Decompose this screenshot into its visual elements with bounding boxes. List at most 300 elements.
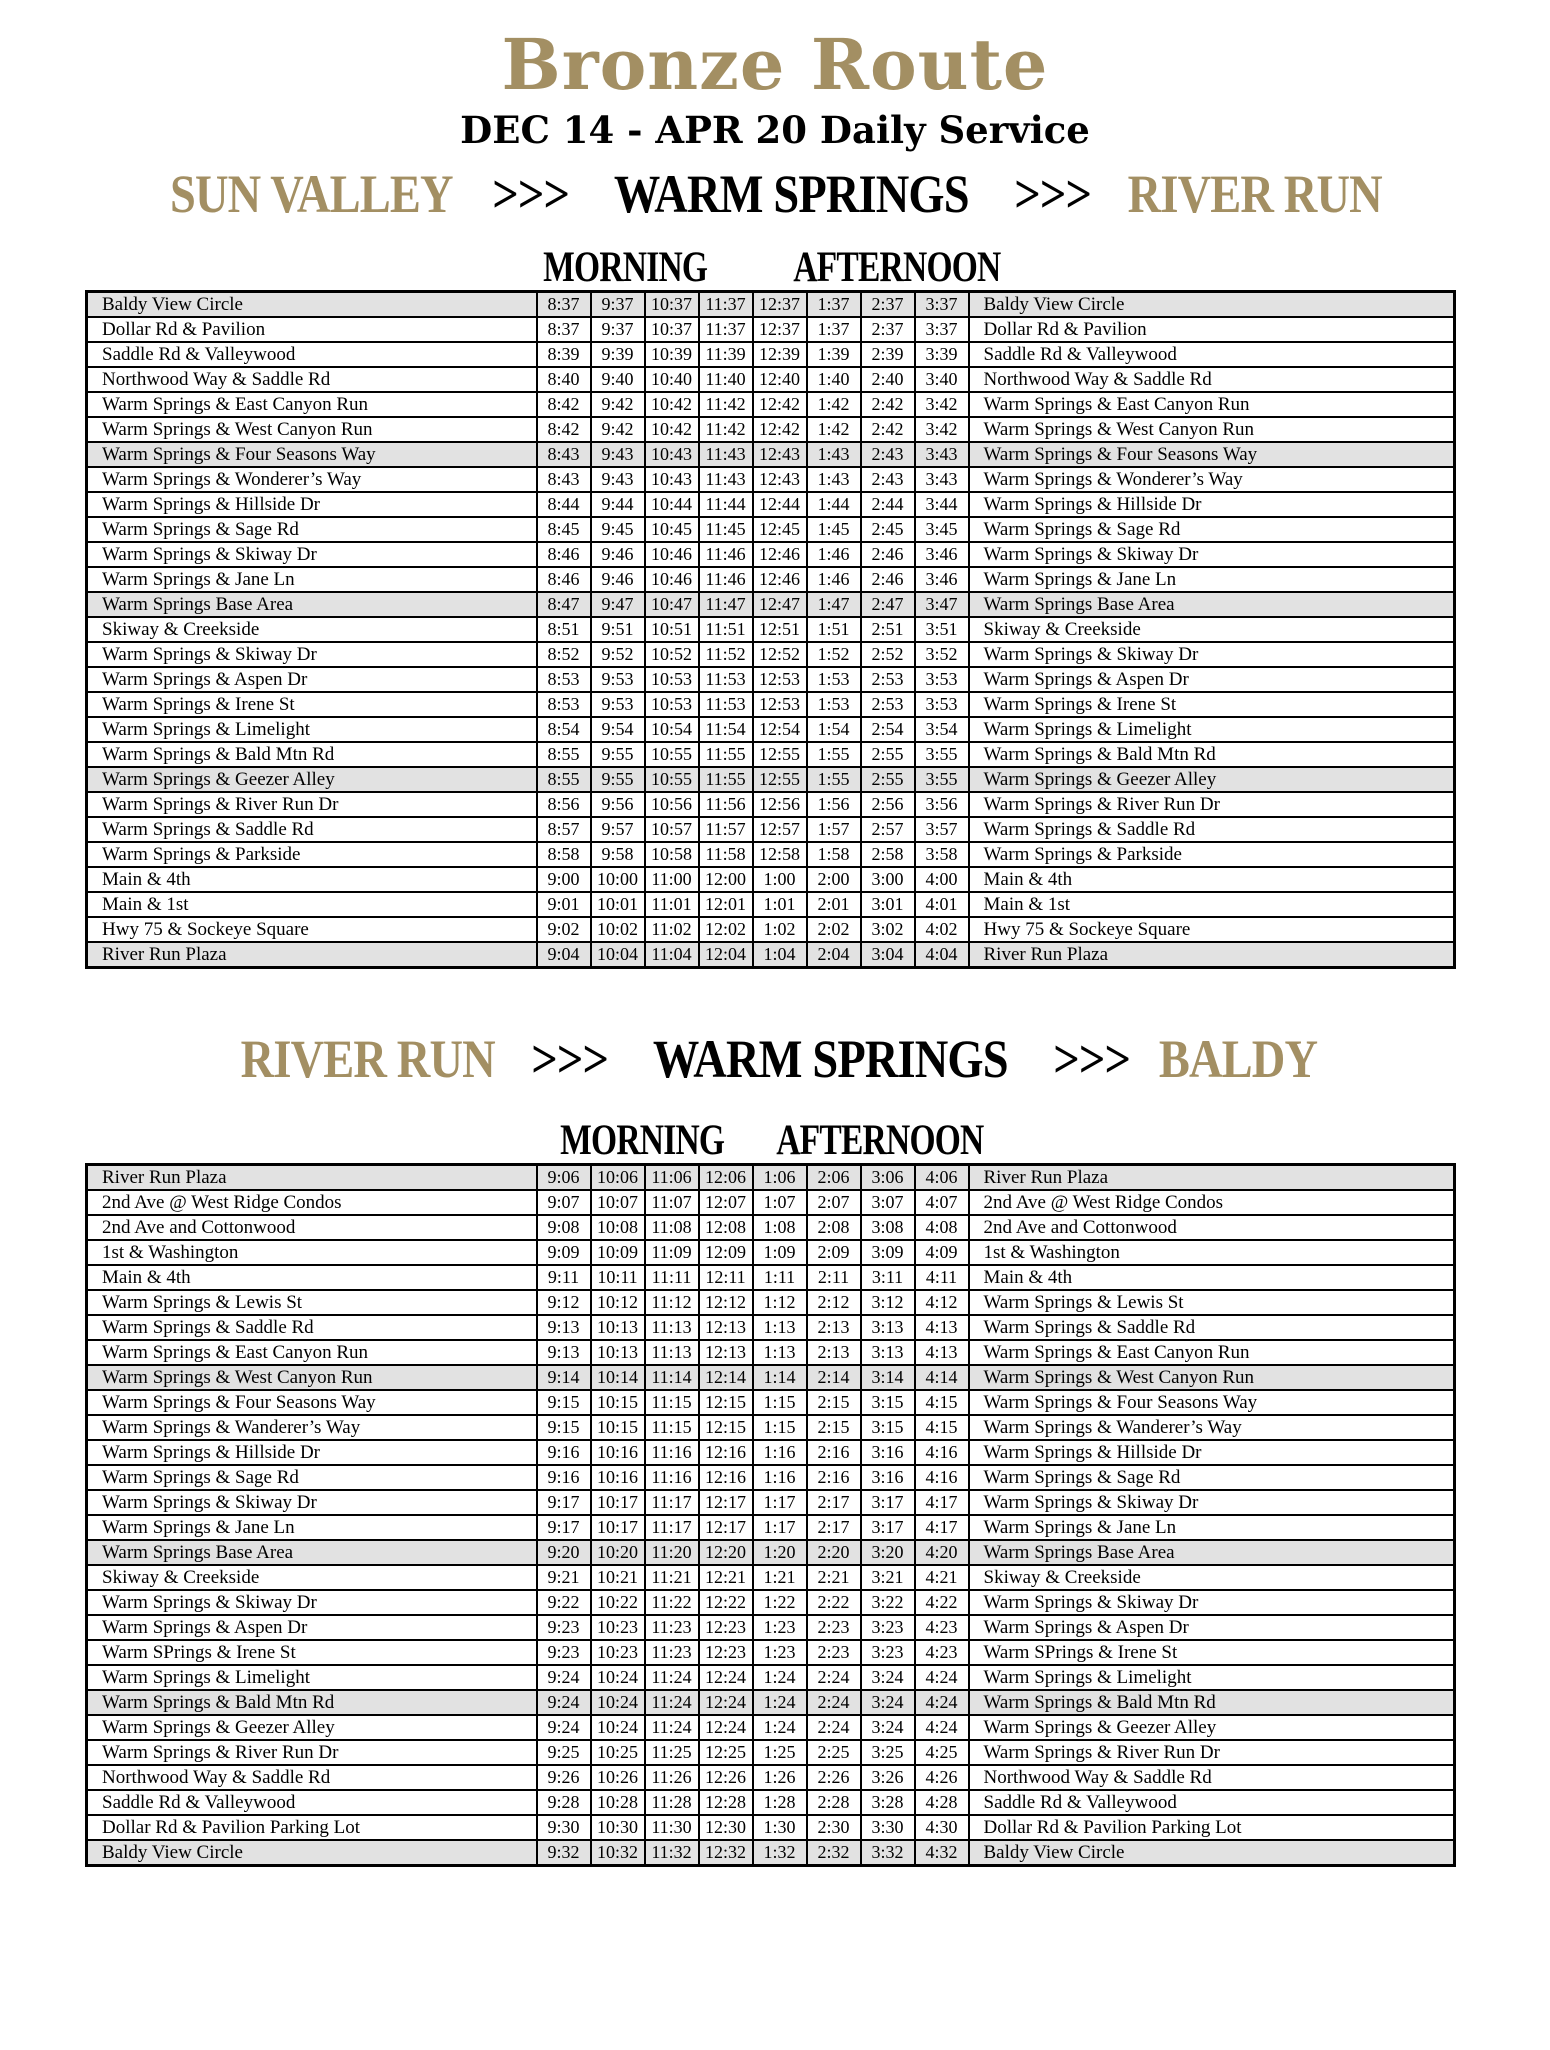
table-row — [87, 1465, 1455, 1490]
time-cell: 4:20 — [915, 1540, 969, 1565]
time-cell: 11:02 — [645, 917, 699, 942]
time-cell: 12:54 — [753, 717, 807, 742]
time-cell: 10:56 — [645, 792, 699, 817]
time-cell: 8:56 — [537, 792, 591, 817]
time-cell: 2:17 — [807, 1515, 861, 1540]
time-cell: 1:56 — [807, 792, 861, 817]
table-row — [87, 1540, 1455, 1565]
time-cell: 1:52 — [807, 642, 861, 667]
time-cell: 9:00 — [537, 867, 591, 892]
time-cell: 12:07 — [699, 1190, 753, 1215]
time-cell: 12:30 — [699, 1815, 753, 1840]
table-row — [87, 1565, 1455, 1590]
time-cell: 10:57 — [645, 817, 699, 842]
time-cell: 11:22 — [645, 1590, 699, 1615]
time-cell: 12:52 — [753, 642, 807, 667]
time-cell: 12:53 — [753, 692, 807, 717]
time-cell: 11:37 — [699, 317, 753, 342]
stop-name-right: Warm Springs & Wonderer’s Way — [969, 467, 1455, 492]
table-row — [87, 492, 1455, 517]
time-cell: 11:30 — [645, 1815, 699, 1840]
time-cell: 1:16 — [753, 1440, 807, 1465]
stop-name-left: Main & 1st — [87, 892, 537, 917]
time-cell: 11:47 — [699, 592, 753, 617]
time-cell: 8:57 — [537, 817, 591, 842]
time-cell: 12:16 — [699, 1465, 753, 1490]
time-cell: 10:21 — [591, 1565, 645, 1590]
time-cell: 8:53 — [537, 667, 591, 692]
section-sunvalley-to-riverrun — [0, 164, 1550, 969]
stop-name-left: Warm Springs & Lewis St — [87, 1290, 537, 1315]
time-cell: 9:23 — [537, 1615, 591, 1640]
route-endpoint: RIVER RUN — [240, 1029, 495, 1089]
table-row — [87, 817, 1455, 842]
table-row — [87, 1740, 1455, 1765]
time-cell: 12:58 — [753, 842, 807, 867]
time-cell: 11:46 — [699, 567, 753, 592]
time-cell: 9:20 — [537, 1540, 591, 1565]
time-cell: 8:51 — [537, 617, 591, 642]
table-row — [87, 292, 1455, 318]
stop-name-left: Main & 4th — [87, 867, 537, 892]
time-cell: 10:30 — [591, 1815, 645, 1840]
time-cell: 4:24 — [915, 1715, 969, 1740]
time-cell: 9:15 — [537, 1415, 591, 1440]
table-row — [87, 392, 1455, 417]
table-row — [87, 367, 1455, 392]
time-cell: 2:40 — [861, 367, 915, 392]
time-cell: 8:39 — [537, 342, 591, 367]
time-cell: 12:47 — [753, 592, 807, 617]
route-arrow: >>> — [1014, 164, 1091, 224]
time-cell: 10:24 — [591, 1665, 645, 1690]
time-cell: 12:15 — [699, 1415, 753, 1440]
time-cell: 1:17 — [753, 1490, 807, 1515]
time-cell: 10:44 — [645, 492, 699, 517]
stop-name-right: Warm Springs & Geezer Alley — [969, 767, 1455, 792]
stop-name-right: Hwy 75 & Sockeye Square — [969, 917, 1455, 942]
time-cell: 8:42 — [537, 417, 591, 442]
time-cell: 3:40 — [915, 367, 969, 392]
time-cell: 9:08 — [537, 1215, 591, 1240]
time-cell: 9:14 — [537, 1365, 591, 1390]
time-cell: 2:46 — [861, 542, 915, 567]
time-cell: 9:25 — [537, 1740, 591, 1765]
stop-name-right: Warm Springs & Limelight — [969, 1665, 1455, 1690]
time-cell: 9:23 — [537, 1640, 591, 1665]
time-cell: 11:45 — [699, 517, 753, 542]
time-cell: 1:40 — [807, 367, 861, 392]
time-cell: 11:15 — [645, 1390, 699, 1415]
table-row — [87, 1340, 1455, 1365]
time-cell: 11:09 — [645, 1240, 699, 1265]
time-cell: 2:26 — [807, 1765, 861, 1790]
time-cell: 2:12 — [807, 1290, 861, 1315]
time-cell: 2:42 — [861, 392, 915, 417]
time-cell: 11:24 — [645, 1715, 699, 1740]
stop-name-left: Dollar Rd & Pavilion — [87, 317, 537, 342]
time-cell: 12:32 — [699, 1840, 753, 1866]
stop-name-left: Skiway & Creekside — [87, 1565, 537, 1590]
time-cell: 12:55 — [753, 742, 807, 767]
time-cell: 12:06 — [699, 1165, 753, 1191]
time-cell: 4:15 — [915, 1415, 969, 1440]
time-cell: 8:53 — [537, 692, 591, 717]
stop-name-right: Warm Springs & Skiway Dr — [969, 542, 1455, 567]
time-cell: 1:21 — [753, 1565, 807, 1590]
time-cell: 3:25 — [861, 1740, 915, 1765]
time-cell: 1:04 — [753, 942, 807, 968]
table-row — [87, 317, 1455, 342]
table-row — [87, 1615, 1455, 1640]
time-cell: 10:46 — [645, 542, 699, 567]
time-cell: 11:52 — [699, 642, 753, 667]
stop-name-right: Warm Springs & West Canyon Run — [969, 1365, 1455, 1390]
service-period: DEC 14 - APR 20 Daily Service — [460, 108, 1090, 152]
time-cell: 9:32 — [537, 1840, 591, 1866]
stop-name-left: Warm Springs & Aspen Dr — [87, 1615, 537, 1640]
stop-name-right: Warm SPrings & Irene St — [969, 1640, 1455, 1665]
time-cell: 4:14 — [915, 1365, 969, 1390]
time-cell: 4:15 — [915, 1390, 969, 1415]
time-cell: 12:24 — [699, 1715, 753, 1740]
time-cell: 12:14 — [699, 1365, 753, 1390]
time-cell: 2:06 — [807, 1165, 861, 1191]
schedule-table — [85, 290, 1456, 969]
time-cell: 3:43 — [915, 467, 969, 492]
time-cell: 3:54 — [915, 717, 969, 742]
time-cell: 3:17 — [861, 1515, 915, 1540]
time-cell: 9:44 — [591, 492, 645, 517]
time-cell: 9:12 — [537, 1290, 591, 1315]
time-cell: 10:08 — [591, 1215, 645, 1240]
time-cell: 2:16 — [807, 1465, 861, 1490]
stop-name-right: 2nd Ave @ West Ridge Condos — [969, 1190, 1455, 1215]
stop-name-left: Warm Springs & Hillside Dr — [87, 1440, 537, 1465]
time-cell: 12:55 — [753, 767, 807, 792]
time-cell: 3:56 — [915, 792, 969, 817]
time-cell: 1:55 — [807, 767, 861, 792]
time-cell: 12:51 — [753, 617, 807, 642]
stop-name-left: Baldy View Circle — [87, 292, 537, 318]
stop-name-left: Warm Springs & Geezer Alley — [87, 1715, 537, 1740]
time-cell: 10:43 — [645, 467, 699, 492]
time-cell: 8:43 — [537, 442, 591, 467]
time-cell: 10:45 — [645, 517, 699, 542]
time-cell: 9:37 — [591, 292, 645, 318]
time-cell: 4:00 — [915, 867, 969, 892]
time-cell: 10:16 — [591, 1440, 645, 1465]
table-row — [87, 692, 1455, 717]
time-cell: 4:11 — [915, 1265, 969, 1290]
time-cell: 3:23 — [861, 1640, 915, 1665]
time-cell: 9:13 — [537, 1315, 591, 1340]
time-cell: 2:45 — [861, 517, 915, 542]
time-cell: 10:13 — [591, 1340, 645, 1365]
time-cell: 2:43 — [861, 467, 915, 492]
table-row — [87, 1215, 1455, 1240]
time-cell: 12:00 — [699, 867, 753, 892]
time-cell: 12:24 — [699, 1665, 753, 1690]
table-row — [87, 1790, 1455, 1815]
time-cell: 2:13 — [807, 1340, 861, 1365]
time-cell: 4:08 — [915, 1215, 969, 1240]
stop-name-left: 1st & Washington — [87, 1240, 537, 1265]
time-cell: 3:55 — [915, 742, 969, 767]
time-cell: 12:01 — [699, 892, 753, 917]
time-cell: 3:51 — [915, 617, 969, 642]
time-cell: 11:57 — [699, 817, 753, 842]
table-row — [87, 1190, 1455, 1215]
time-cell: 3:02 — [861, 917, 915, 942]
stop-name-left: Warm Springs & Jane Ln — [87, 1515, 537, 1540]
stop-name-left: Warm Springs & Skiway Dr — [87, 642, 537, 667]
time-cell: 4:04 — [915, 942, 969, 968]
time-cell: 10:55 — [645, 767, 699, 792]
time-cell: 4:17 — [915, 1515, 969, 1540]
time-cell: 1:06 — [753, 1165, 807, 1191]
time-cell: 11:56 — [699, 792, 753, 817]
table-row — [87, 1690, 1455, 1715]
stop-name-right: Warm Springs & River Run Dr — [969, 792, 1455, 817]
time-cell: 11:53 — [699, 692, 753, 717]
time-cell: 11:07 — [645, 1190, 699, 1215]
time-cell: 4:16 — [915, 1465, 969, 1490]
table-row — [87, 892, 1455, 917]
time-cell: 2:54 — [861, 717, 915, 742]
time-cell: 2:16 — [807, 1440, 861, 1465]
table-row — [87, 867, 1455, 892]
stop-name-left: Northwood Way & Saddle Rd — [87, 1765, 537, 1790]
stop-name-right: Warm Springs & Hillside Dr — [969, 1440, 1455, 1465]
time-cell: 8:55 — [537, 767, 591, 792]
route-arrow: >>> — [1053, 1029, 1131, 1089]
time-cell: 9:39 — [591, 342, 645, 367]
time-cell: 12:12 — [699, 1290, 753, 1315]
stop-name-right: Warm Springs & Hillside Dr — [969, 492, 1455, 517]
time-cell: 4:24 — [915, 1690, 969, 1715]
time-cell: 2:51 — [861, 617, 915, 642]
route-title: Bronze Route — [501, 23, 1049, 106]
time-cell: 8:58 — [537, 842, 591, 867]
table-row — [87, 342, 1455, 367]
time-cell: 10:13 — [591, 1315, 645, 1340]
time-cell: 3:23 — [861, 1615, 915, 1640]
time-cell: 2:57 — [861, 817, 915, 842]
time-cell: 3:43 — [915, 442, 969, 467]
time-cell: 11:24 — [645, 1665, 699, 1690]
time-cell: 11:43 — [699, 442, 753, 467]
time-cell: 11:43 — [699, 467, 753, 492]
time-cell: 1:32 — [753, 1840, 807, 1866]
table-row — [87, 617, 1455, 642]
table-row — [87, 1490, 1455, 1515]
time-cell: 1:23 — [753, 1640, 807, 1665]
time-cell: 1:07 — [753, 1190, 807, 1215]
time-cell: 9:55 — [591, 767, 645, 792]
table-row — [87, 1640, 1455, 1665]
time-cell: 12:37 — [753, 292, 807, 318]
time-cell: 1:24 — [753, 1690, 807, 1715]
stop-name-left: Warm Springs & Bald Mtn Rd — [87, 742, 537, 767]
time-cell: 4:23 — [915, 1640, 969, 1665]
stop-name-right: Dollar Rd & Pavilion — [969, 317, 1455, 342]
time-cell: 10:43 — [645, 442, 699, 467]
time-cell: 4:26 — [915, 1765, 969, 1790]
time-cell: 10:06 — [591, 1165, 645, 1191]
time-cell: 10:53 — [645, 692, 699, 717]
time-cell: 1:43 — [807, 442, 861, 467]
table-row — [87, 417, 1455, 442]
time-cell: 9:17 — [537, 1515, 591, 1540]
time-cell: 10:54 — [645, 717, 699, 742]
time-cell: 3:53 — [915, 667, 969, 692]
time-cell: 1:28 — [753, 1790, 807, 1815]
time-cell: 9:16 — [537, 1465, 591, 1490]
time-cell: 9:24 — [537, 1690, 591, 1715]
time-cell: 11:16 — [645, 1465, 699, 1490]
route-midpoint: WARM SPRINGS — [614, 164, 969, 224]
stop-name-right: Warm Springs & Bald Mtn Rd — [969, 1690, 1455, 1715]
stop-name-left: 2nd Ave @ West Ridge Condos — [87, 1190, 537, 1215]
time-cell: 1:09 — [753, 1240, 807, 1265]
time-cell: 8:52 — [537, 642, 591, 667]
time-cell: 1:42 — [807, 417, 861, 442]
time-cell: 2:17 — [807, 1490, 861, 1515]
stop-name-right: Warm Springs & Skiway Dr — [969, 1490, 1455, 1515]
time-cell: 10:32 — [591, 1840, 645, 1866]
stop-name-right: 1st & Washington — [969, 1240, 1455, 1265]
time-cell: 12:43 — [753, 467, 807, 492]
time-cell: 10:04 — [591, 942, 645, 968]
time-cell: 3:24 — [861, 1665, 915, 1690]
time-cell: 12:42 — [753, 417, 807, 442]
time-cell: 9:43 — [591, 467, 645, 492]
stop-name-right: Warm Springs & Sage Rd — [969, 1465, 1455, 1490]
table-row — [87, 567, 1455, 592]
stop-name-right: Main & 4th — [969, 867, 1455, 892]
time-cell: 1:20 — [753, 1540, 807, 1565]
time-cell: 11:26 — [645, 1765, 699, 1790]
time-cell: 11:20 — [645, 1540, 699, 1565]
stop-name-left: Warm Springs & West Canyon Run — [87, 417, 537, 442]
stop-name-right: Warm Springs & Lewis St — [969, 1290, 1455, 1315]
time-cell: 10:46 — [645, 567, 699, 592]
morning-label: MORNING — [560, 1117, 725, 1164]
time-cell: 1:54 — [807, 717, 861, 742]
time-cell: 1:01 — [753, 892, 807, 917]
time-cell: 8:47 — [537, 592, 591, 617]
time-cell: 12:17 — [699, 1515, 753, 1540]
table-row — [87, 742, 1455, 767]
time-cell: 9:16 — [537, 1440, 591, 1465]
table-row — [87, 1515, 1455, 1540]
time-cell: 2:15 — [807, 1415, 861, 1440]
time-cell: 3:24 — [861, 1715, 915, 1740]
time-cell: 11:55 — [699, 767, 753, 792]
time-cell: 11:55 — [699, 742, 753, 767]
time-cell: 9:42 — [591, 417, 645, 442]
time-cell: 3:13 — [861, 1340, 915, 1365]
stop-name-right: Warm Springs & Sage Rd — [969, 517, 1455, 542]
time-cell: 9:47 — [591, 592, 645, 617]
time-cell: 1:15 — [753, 1390, 807, 1415]
time-cell: 10:12 — [591, 1290, 645, 1315]
stop-name-left: Warm Springs & Limelight — [87, 1665, 537, 1690]
time-cell: 12:40 — [753, 367, 807, 392]
time-cell: 12:43 — [753, 442, 807, 467]
stop-name-right: Warm Springs & Wanderer’s Way — [969, 1415, 1455, 1440]
time-cell: 10:25 — [591, 1740, 645, 1765]
time-cell: 3:42 — [915, 392, 969, 417]
time-cell: 9:13 — [537, 1340, 591, 1365]
time-cell: 9:55 — [591, 742, 645, 767]
time-cell: 9:17 — [537, 1490, 591, 1515]
time-cell: 3:20 — [861, 1540, 915, 1565]
stop-name-right: Warm Springs & Aspen Dr — [969, 1615, 1455, 1640]
stop-name-left: Warm Springs Base Area — [87, 592, 537, 617]
time-cell: 10:51 — [645, 617, 699, 642]
time-cell: 2:30 — [807, 1815, 861, 1840]
time-cell: 12:22 — [699, 1590, 753, 1615]
time-cell: 11:54 — [699, 717, 753, 742]
stop-name-left: Warm Springs & West Canyon Run — [87, 1365, 537, 1390]
time-cell: 11:15 — [645, 1415, 699, 1440]
time-cell: 10:42 — [645, 417, 699, 442]
time-cell: 9:22 — [537, 1590, 591, 1615]
route-endpoint: SUN VALLEY — [170, 164, 453, 224]
time-cell: 2:23 — [807, 1615, 861, 1640]
time-cell: 1:53 — [807, 692, 861, 717]
time-cell: 8:37 — [537, 317, 591, 342]
time-cell: 3:07 — [861, 1190, 915, 1215]
table-row — [87, 1440, 1455, 1465]
time-cell: 10:16 — [591, 1465, 645, 1490]
stop-name-left: Warm Springs & Four Seasons Way — [87, 442, 537, 467]
table-row — [87, 467, 1455, 492]
time-cell: 2:53 — [861, 692, 915, 717]
time-cell: 2:55 — [861, 767, 915, 792]
time-cell: 4:24 — [915, 1665, 969, 1690]
time-cell: 12:04 — [699, 942, 753, 968]
table-row — [87, 1765, 1455, 1790]
stop-name-right: Main & 4th — [969, 1265, 1455, 1290]
time-cell: 3:28 — [861, 1790, 915, 1815]
time-cell: 1:13 — [753, 1340, 807, 1365]
stop-name-right: 2nd Ave and Cottonwood — [969, 1215, 1455, 1240]
time-cell: 3:47 — [915, 592, 969, 617]
stop-name-right: Warm Springs & Four Seasons Way — [969, 1390, 1455, 1415]
time-cell: 1:45 — [807, 517, 861, 542]
time-cell: 12:23 — [699, 1640, 753, 1665]
time-cell: 3:15 — [861, 1390, 915, 1415]
stop-name-left: Warm Springs & River Run Dr — [87, 792, 537, 817]
stop-name-left: Warm SPrings & Irene St — [87, 1640, 537, 1665]
stop-name-left: Warm Springs & Four Seasons Way — [87, 1390, 537, 1415]
time-cell: 9:06 — [537, 1165, 591, 1191]
time-cell: 9:01 — [537, 892, 591, 917]
time-cell: 9:42 — [591, 392, 645, 417]
time-cell: 3:15 — [861, 1415, 915, 1440]
morning-label: MORNING — [543, 244, 708, 291]
time-cell: 4:13 — [915, 1315, 969, 1340]
stop-name-right: Skiway & Creekside — [969, 1565, 1455, 1590]
time-cell: 3:39 — [915, 342, 969, 367]
time-cell: 1:55 — [807, 742, 861, 767]
stop-name-left: Warm Springs & Jane Ln — [87, 567, 537, 592]
time-cell: 10:28 — [591, 1790, 645, 1815]
time-cell: 2:52 — [861, 642, 915, 667]
